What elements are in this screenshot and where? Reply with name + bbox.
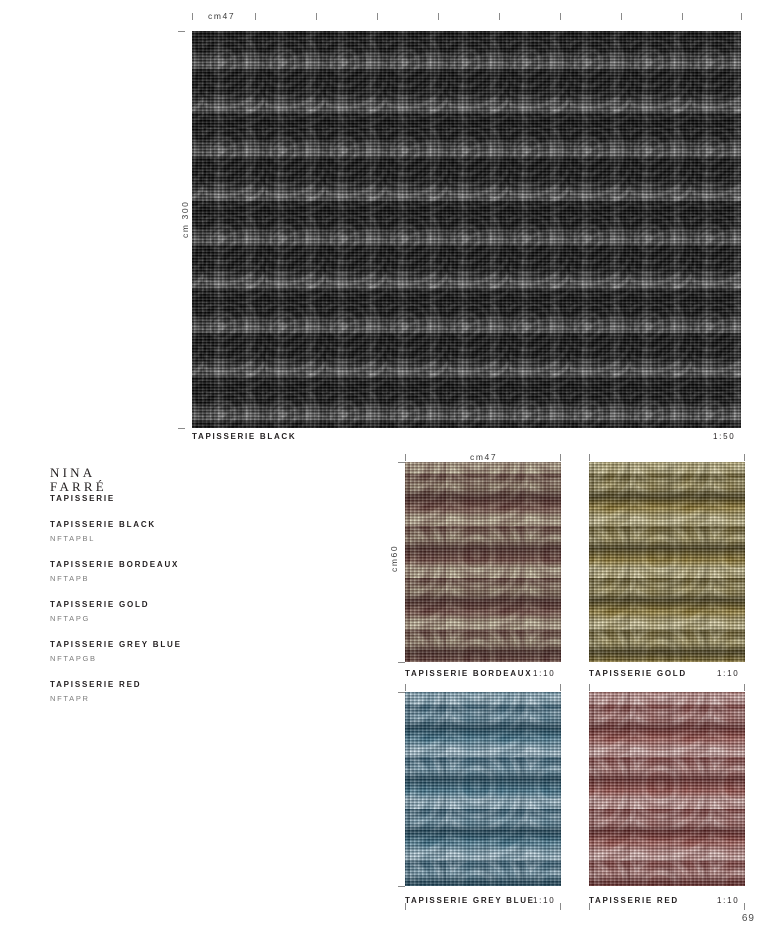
variant-code: NFTAPR (50, 694, 90, 703)
main-width-label: cm47 (208, 11, 236, 21)
ruler-tick (398, 692, 405, 693)
page-number: 69 (741, 913, 755, 924)
variant-code: NFTAPG (50, 614, 91, 623)
ruler-tick (398, 662, 405, 663)
grid-caption: TAPISSERIE GREY BLUE (405, 896, 535, 905)
ruler-tick (741, 13, 742, 20)
ruler-tick (377, 13, 378, 20)
list-item (50, 599, 290, 625)
collection-title: TAPISSERIE (50, 494, 115, 503)
grid-scale: 1:10 (717, 669, 740, 678)
swatch-tapisserie-grey-blue (405, 692, 561, 886)
fabric-texture (405, 462, 561, 662)
variant-name: TAPISSERIE RED (50, 680, 142, 689)
grid-scale: 1:10 (533, 896, 556, 905)
swatch-tapisserie-gold (589, 462, 745, 662)
variant-list (50, 519, 290, 719)
fabric-texture (192, 31, 741, 428)
grid-caption: TAPISSERIE BORDEAUX (405, 669, 533, 678)
brand-line-2: FARRÉ (50, 479, 107, 494)
variant-name: TAPISSERIE GOLD (50, 600, 150, 609)
ruler-tick (744, 684, 745, 691)
variant-name: TAPISSERIE GREY BLUE (50, 640, 182, 649)
ruler-tick (438, 13, 439, 20)
brand-line-1: NINA (50, 465, 96, 480)
fabric-texture (589, 462, 745, 662)
grid-height-label: cm60 (389, 544, 399, 572)
ruler-tick (405, 454, 406, 461)
ruler-tick (744, 454, 745, 461)
variant-name: TAPISSERIE BORDEAUX (50, 560, 180, 569)
grid-width-label: cm47 (470, 452, 498, 462)
ruler-tick (744, 903, 745, 910)
ruler-tick (405, 684, 406, 691)
brand-logo (50, 466, 107, 494)
ruler-tick (398, 886, 405, 887)
list-item (50, 519, 290, 545)
swatch-tapisserie-red (589, 692, 745, 886)
ruler-tick (621, 13, 622, 20)
ruler-tick (560, 903, 561, 910)
fabric-texture (589, 692, 745, 886)
main-height-label: cm 300 (180, 200, 190, 238)
list-item (50, 679, 290, 705)
grid-caption: TAPISSERIE GOLD (589, 669, 687, 678)
fabric-texture (405, 692, 561, 886)
main-caption: TAPISSERIE BLACK (192, 432, 297, 441)
grid-scale: 1:10 (533, 669, 556, 678)
swatch-tapisserie-black (192, 31, 741, 428)
ruler-tick (560, 684, 561, 691)
ruler-tick (178, 31, 185, 32)
variant-code: NFTAPBL (50, 534, 96, 543)
ruler-tick (682, 13, 683, 20)
ruler-tick (560, 13, 561, 20)
list-item (50, 639, 290, 665)
main-scale: 1:50 (713, 432, 736, 441)
list-item (50, 559, 290, 585)
variant-name: TAPISSERIE BLACK (50, 520, 156, 529)
ruler-tick (178, 428, 185, 429)
ruler-tick (192, 13, 193, 20)
ruler-tick (589, 684, 590, 691)
ruler-tick (316, 13, 317, 20)
ruler-tick (560, 454, 561, 461)
grid-caption: TAPISSERIE RED (589, 896, 679, 905)
variant-code: NFTAPB (50, 574, 90, 583)
ruler-tick (589, 454, 590, 461)
ruler-tick (255, 13, 256, 20)
grid-scale: 1:10 (717, 896, 740, 905)
ruler-tick (398, 462, 405, 463)
variant-code: NFTAPGB (50, 654, 97, 663)
ruler-tick (499, 13, 500, 20)
swatch-tapisserie-bordeaux (405, 462, 561, 662)
